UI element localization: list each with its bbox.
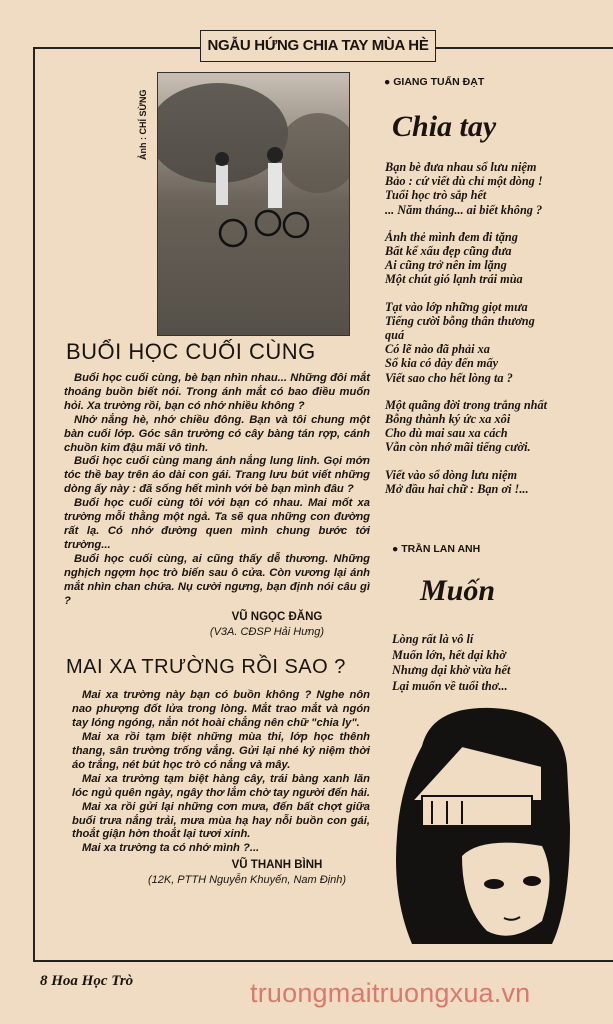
left-rule — [33, 47, 35, 960]
page-footer — [40, 973, 133, 990]
poem-line: Ai cũng trở nên im lặng — [385, 258, 507, 273]
article-body — [64, 689, 370, 856]
poem-line: Bạn bè đưa nhau sổ lưu niệm — [385, 160, 537, 174]
poem-line: Bất kể xấu đẹp cũng đưa — [385, 244, 512, 259]
poem-line: quá — [385, 328, 405, 343]
poem-line: Muốn lớn, hết dại khờ — [392, 647, 506, 662]
paragraph: Buổi học cuối cùng mang ánh nắng lung linh. Gọi mớn tóc thề bay trên áo dài con gái. Trang lưu bút viết những dòng ấy này : đã sống hết mình với bè bạn mình đâu ? — [64, 455, 370, 496]
photo-students-bicycles — [157, 72, 350, 336]
page-number: 8 — [40, 973, 48, 989]
article-affiliation: (V3A. CĐSP Hải Hưng) — [209, 626, 325, 639]
photo-credit: Ảnh : CHÍ SỪNG — [138, 89, 148, 160]
poem-title: Chia tay — [392, 110, 497, 143]
poem-line: Ảnh thẻ mình đem đi tặng — [385, 229, 518, 244]
section-header: NGẪU HỨNG CHIA TAY MÙA HÈ — [200, 30, 436, 62]
article-title: MAI XA TRƯỜNG RỒI SAO ? — [66, 656, 346, 679]
article-author: VŨ THANH BÌNH — [231, 859, 323, 872]
poem-line: Bỗng thành ký ức xa xôi — [385, 412, 511, 427]
poem-line: Mở đầu hai chữ : Bạn ơi !... — [385, 481, 529, 496]
bullet-icon: ● — [392, 543, 402, 555]
poem-line: Tiếng cười bỗng thân thương — [385, 313, 535, 328]
poem-author — [392, 543, 480, 555]
poem-line: Lại muốn về tuổi thơ... — [392, 678, 508, 693]
poem-body — [385, 160, 547, 496]
poem-author-name: GIANG TUẤN ĐẠT — [393, 76, 485, 88]
article-affiliation: (12K, PTTH Nguyễn Khuyến, Nam Định) — [147, 874, 347, 887]
bottom-rule — [33, 960, 613, 962]
poem-line: Vẫn còn nhớ mãi tiếng cười. — [385, 440, 531, 455]
article-author: VŨ NGỌC ĐĂNG — [231, 611, 323, 624]
paragraph: Mai xa trường này bạn có buồn không ? Nghe nôn nao phượng đốt lửa trong lòng. Mắt trao mắt và ngón tay lóng ngóng, nắn nót hoài chẳng nên chữ "chia ly". — [72, 689, 370, 730]
bullet-icon: ● — [384, 76, 394, 88]
poem-line: Cho dù mai sau xa cách — [385, 426, 508, 441]
paragraph: Mai xa rồi tạm biệt những mùa thi, lớp học thênh thang, sân trường trống vắng. Gửi lại nhé kỷ niệm thời áo trắng, nét bút học trò có nắng và mây. — [72, 731, 370, 771]
paragraph: Buổi học cuối cùng tôi với bạn có nhau. Mai mốt xa trường mỗi thằng một ngả. Ta sẽ qua những con đường rất lạ. Có nhớ đường quen mình chung bước tới trường... — [64, 497, 370, 551]
poem-author — [384, 76, 484, 88]
poem-line: Lòng rất là vô lí — [392, 632, 474, 646]
poem-line: Bảo : cứ viết dù chỉ một dòng ! — [385, 174, 543, 189]
poem-line: Viết sao cho hết lòng ta ? — [385, 370, 513, 385]
poem-author-name: TRẦN LAN ANH — [401, 543, 481, 555]
magazine-name: Hoa Học Trò — [51, 973, 134, 989]
paragraph: Buổi học cuối cùng, bè bạn nhìn nhau... Những đôi mắt thoáng buồn biết nói. Trong ánh mắt có bao điều muốn hỏi. Xa trường rồi, bạn có nhớ nhiều không ? — [64, 372, 370, 412]
poem-title: Muốn — [420, 574, 496, 607]
poem-line: Tuổi học trò sắp hết — [385, 188, 487, 203]
paragraph: Nhớ nắng hè, nhớ chiều đông. Bạn và tôi chung một bàn cuối lớp. Góc sân trường có cây bàng tán rợp, cánh chuồn kim đậu mãi vô tình. — [64, 413, 370, 454]
watermark-text: truongmaitruongxua.vn — [250, 978, 531, 1008]
paragraph: Buổi học cuối cùng, ai cũng thấy dễ thương. Những nghịch ngợm học trò biến sau ô cửa. Còn vương lại ánh mắt nhìn chan chứa. Nụ cười ngưng, bạn định nói câu gì ? — [64, 552, 370, 607]
poem-line: Có lẽ nào đã phải xa — [385, 342, 490, 357]
poem-line: Tạt vào lớp những giọt mưa — [385, 299, 528, 314]
articles-column — [64, 338, 370, 887]
girl-illustration — [392, 706, 572, 946]
paragraph: Mai xa trường ta có nhớ mình ?... — [82, 842, 260, 855]
poem-line: Viết vào sổ dòng lưu niệm — [385, 467, 518, 482]
poem-body — [392, 632, 510, 694]
poem-line: Một chút gió lạnh trái mùa — [385, 272, 523, 287]
poem-line: Sổ kia có dày đến mấy — [385, 356, 499, 371]
poem-line: Một quãng đời trong trắng nhất — [385, 397, 548, 412]
article-title: BUỔI HỌC CUỐI CÙNG — [66, 339, 316, 364]
paragraph: Mai xa trường tạm biệt hàng cây, trái bàng xanh lăn lóc ngủ quên ngày, ngây thơ lắm chờ tay người đến hái. — [72, 772, 371, 799]
poem-line: Nhưng dại khờ vừa hết — [392, 663, 511, 677]
article-body — [64, 372, 370, 608]
poem-line: ... Năm tháng... ai biết không ? — [385, 202, 543, 217]
paragraph: Mai xa rồi gửi lại những cơn mưa, đến bất chợt giữa buổi trưa nắng trải, mưa mùa hạ hay nỗi buồn con gái, thoắt giận hờn thoắt lại tươi xinh. — [72, 800, 370, 841]
